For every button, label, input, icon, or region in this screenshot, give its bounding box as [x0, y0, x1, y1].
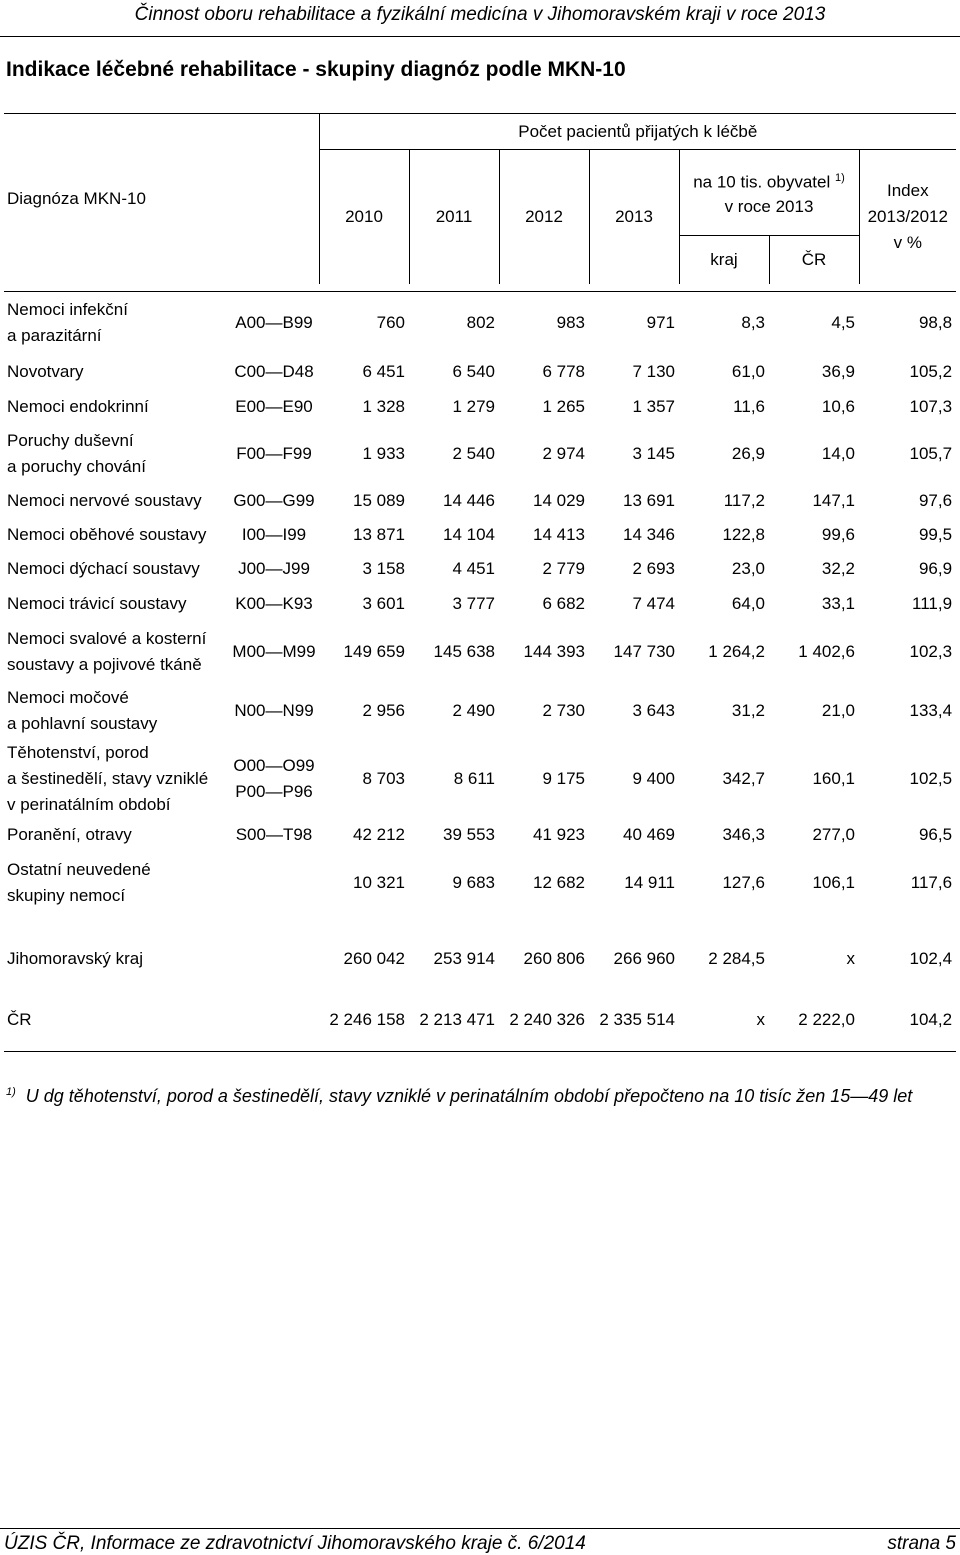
- diagnosis-code: [229, 354, 319, 390]
- table-body: [4, 292, 956, 1052]
- diagnosis-code: [229, 586, 319, 622]
- value-v2010: 10 321: [353, 872, 405, 892]
- value-kraj: 127,6: [722, 872, 765, 892]
- diagnosis-name: [4, 424, 229, 484]
- running-header: Činnost oboru rehabilitace a fyzikální medicína v Jihomoravském kraji v roce 2013: [0, 2, 960, 37]
- table-row: [4, 818, 956, 852]
- header-index-line2: 2013/2012: [867, 206, 948, 226]
- spacer-row: [4, 914, 956, 928]
- value-index: 111,9: [912, 593, 953, 613]
- value-v2013: 13 691: [623, 490, 675, 510]
- value-v2013: 7 474: [632, 593, 675, 613]
- value-v2010: 1 933: [362, 443, 405, 463]
- value-v2012: 983: [556, 312, 585, 332]
- value-v2012: 6 778: [542, 361, 585, 381]
- total-value-cr: x: [846, 948, 855, 968]
- diagnosis-name-line: Nemoci nervové soustavy: [7, 490, 202, 510]
- value-v2012: 2 730: [542, 700, 585, 720]
- diagnosis-code: [229, 852, 319, 914]
- value-v2013: 9 400: [632, 768, 675, 788]
- diagnosis-name-line: a šestinedělí, stavy vzniklé: [7, 768, 209, 788]
- diagnosis-code: [229, 740, 319, 818]
- value-v2010: 760: [376, 312, 405, 332]
- value-v2010: 149 659: [343, 641, 405, 661]
- total-value-v2012: 2 240 326: [499, 990, 589, 1052]
- total-value-v2011: 2 213 471: [409, 990, 499, 1052]
- diagnosis-code: [229, 552, 319, 586]
- diagnosis-name-line: Nemoci močové: [7, 687, 129, 707]
- header-index: [859, 150, 956, 284]
- diagnosis-name: [4, 622, 229, 682]
- diagnosis-name: [4, 518, 229, 552]
- diagnosis-code-line: K00—K93: [235, 593, 313, 613]
- total-row: [4, 990, 956, 1052]
- value-v2012: 9 175: [542, 768, 585, 788]
- table-row: [4, 552, 956, 586]
- table-row: [4, 390, 956, 424]
- header-year-2012: 2012: [499, 150, 589, 284]
- value-v2011: 3 777: [452, 593, 495, 613]
- diagnosis-name: [4, 484, 229, 518]
- value-index: 105,2: [909, 361, 953, 381]
- header-diagnosis: Diagnóza MKN-10: [4, 114, 229, 284]
- value-index: 105,7: [909, 443, 953, 463]
- value-v2013: 14 911: [624, 872, 675, 892]
- diagnosis-code: [229, 484, 319, 518]
- value-kraj: 31,2: [731, 700, 765, 720]
- total-name: ČR: [4, 990, 319, 1052]
- value-cr: 10,6: [821, 396, 855, 416]
- value-cr: 32,2: [821, 558, 855, 578]
- value-kraj: 23,0: [731, 558, 765, 578]
- diagnosis-name-line: Nemoci oběhové soustavy: [7, 524, 207, 544]
- diagnosis-code-line: S00—T98: [235, 824, 313, 844]
- diagnosis-code: [229, 622, 319, 682]
- diagnosis-name-line: v perinatálním období: [7, 794, 171, 814]
- footer-publication: ÚZIS ČR, Informace ze zdravotnictví Jihomoravského kraje č. 6/2014: [4, 1533, 586, 1554]
- diagnosis-name-line: skupiny nemocí: [7, 885, 126, 905]
- table-row: [4, 292, 956, 354]
- diagnosis-code-line: O00—O99: [233, 755, 315, 775]
- diagnosis-name-line: Poruchy duševní: [7, 430, 134, 450]
- value-v2012: 41 923: [533, 824, 585, 844]
- diagnosis-code-line: A00—B99: [235, 312, 313, 332]
- diagnosis-name-line: soustavy a pojivové tkáně: [7, 654, 202, 674]
- diagnosis-name: [4, 818, 229, 852]
- header-per-10k-line1: na 10 tis. obyvatel: [693, 172, 831, 192]
- header-code-spacer: [229, 114, 319, 284]
- diagnosis-name-line: Nemoci svalové a kosterní: [7, 628, 207, 648]
- value-v2012: 1 265: [542, 396, 585, 416]
- value-cr: 147,1: [812, 490, 855, 510]
- table-row: [4, 852, 956, 914]
- value-v2010: 1 328: [362, 396, 405, 416]
- diagnosis-name: [4, 292, 229, 354]
- diagnosis-name-line: a pohlavní soustavy: [7, 713, 158, 733]
- value-v2013: 2 693: [632, 558, 675, 578]
- diagnosis-name-line: Nemoci endokrinní: [7, 396, 149, 416]
- value-kraj: 11,6: [733, 396, 765, 416]
- total-row: [4, 928, 956, 990]
- value-v2011: 14 104: [443, 524, 495, 544]
- value-v2012: 144 393: [523, 641, 585, 661]
- diagnosis-name-line: Novotvary: [7, 361, 84, 381]
- value-index: 96,9: [918, 558, 953, 578]
- header-patient-count-group: Počet pacientů přijatých k léčbě: [319, 114, 956, 150]
- diagnosis-code-line: J00—J99: [238, 558, 310, 578]
- footnote: [6, 1086, 912, 1107]
- value-kraj: 122,8: [722, 524, 765, 544]
- page-footer: [0, 1528, 960, 1555]
- value-index: 102,5: [909, 768, 953, 788]
- diagnosis-name-line: Nemoci trávicí soustavy: [7, 593, 187, 613]
- value-kraj: 8,3: [741, 312, 765, 332]
- value-cr: 4,5: [831, 312, 855, 332]
- footer-page-number: strana 5: [887, 1533, 956, 1554]
- value-v2013: 14 346: [623, 524, 675, 544]
- header-divider: [4, 284, 956, 292]
- diagnosis-code-line: N00—N99: [234, 700, 314, 720]
- value-v2011: 145 638: [433, 641, 495, 661]
- value-cr: 277,0: [812, 824, 855, 844]
- diagnosis-name-line: a parazitární: [7, 325, 102, 345]
- diagnosis-name: [4, 852, 229, 914]
- value-v2013: 40 469: [623, 824, 675, 844]
- table-row: [4, 586, 956, 622]
- value-v2010: 3 601: [362, 593, 405, 613]
- value-v2011: 14 446: [443, 490, 495, 510]
- value-v2011: 6 540: [452, 361, 495, 381]
- value-kraj: 64,0: [731, 593, 765, 613]
- value-index: 97,6: [918, 490, 953, 510]
- total-value-index: 104,2: [859, 990, 956, 1052]
- header-cr: ČR: [769, 236, 859, 284]
- table-row: [4, 484, 956, 518]
- value-cr: 1 402,6: [798, 641, 855, 661]
- total-name: Jihomoravský kraj: [7, 948, 144, 968]
- value-index: 133,4: [909, 700, 953, 720]
- table-row: [4, 740, 956, 818]
- value-v2012: 14 029: [533, 490, 585, 510]
- header-year-2010: 2010: [319, 150, 409, 284]
- value-index: 96,5: [918, 824, 953, 844]
- value-kraj: 26,9: [731, 443, 765, 463]
- header-per-10k: [679, 150, 859, 236]
- value-v2011: 2 490: [452, 700, 495, 720]
- diagnosis-name: [4, 354, 229, 390]
- value-v2010: 42 212: [353, 824, 405, 844]
- value-v2011: 1 279: [452, 396, 495, 416]
- diagnosis-code-line: F00—F99: [236, 443, 312, 463]
- total-value-kraj: x: [679, 990, 769, 1052]
- value-cr: 99,6: [821, 524, 855, 544]
- total-value-v2013: 266 960: [613, 948, 675, 968]
- value-v2010: 2 956: [362, 700, 405, 720]
- footnote-text: U dg těhotenství, porod a šestinedělí, stavy vzniklé v perinatálním období přepočteno na 10 tisíc žen 15—49 let: [25, 1086, 913, 1106]
- value-kraj: 346,3: [722, 824, 765, 844]
- value-kraj: 117,2: [723, 490, 765, 510]
- header-per-10k-line2: v roce 2013: [724, 196, 814, 216]
- diagnosis-code: [229, 518, 319, 552]
- diagnosis-code: [229, 682, 319, 740]
- total-value-kraj: 2 284,5: [708, 948, 765, 968]
- value-v2011: 8 611: [453, 768, 495, 788]
- value-kraj: 1 264,2: [708, 641, 765, 661]
- table-row: [4, 622, 956, 682]
- value-v2012: 2 974: [542, 443, 585, 463]
- value-index: 102,3: [909, 641, 953, 661]
- diagnosis-name: [4, 682, 229, 740]
- diagnosis-name: [4, 552, 229, 586]
- value-v2011: 4 451: [452, 558, 495, 578]
- value-v2012: 12 682: [533, 872, 585, 892]
- value-v2010: 15 089: [353, 490, 405, 510]
- value-v2010: 8 703: [362, 768, 405, 788]
- value-kraj: 342,7: [722, 768, 765, 788]
- table-row: [4, 354, 956, 390]
- diagnosis-code-line: E00—E90: [235, 396, 313, 416]
- total-value-v2013: 2 335 514: [589, 990, 679, 1052]
- value-v2012: 2 779: [542, 558, 585, 578]
- value-v2011: 2 540: [452, 443, 495, 463]
- diagnosis-code-line: P00—P96: [235, 781, 313, 801]
- value-v2011: 9 683: [452, 872, 495, 892]
- value-v2013: 147 730: [613, 641, 675, 661]
- table-row: [4, 518, 956, 552]
- value-v2010: 13 871: [353, 524, 405, 544]
- diagnosis-code-line: I00—I99: [241, 524, 307, 544]
- value-cr: 14,0: [821, 443, 855, 463]
- value-index: 98,8: [918, 312, 953, 332]
- diagnosis-name-line: Ostatní neuvedené: [7, 859, 151, 879]
- value-v2011: 39 553: [443, 824, 495, 844]
- value-v2010: 6 451: [362, 361, 405, 381]
- header-year-2011: 2011: [409, 150, 499, 284]
- total-value-v2012: 260 806: [523, 948, 585, 968]
- value-v2012: 14 413: [533, 524, 585, 544]
- diagnosis-name: [4, 586, 229, 622]
- diagnosis-name-line: Těhotenství, porod: [7, 742, 149, 762]
- header-index-line1: Index: [886, 180, 929, 200]
- total-value-index: 102,4: [909, 948, 953, 968]
- total-value-v2010: 2 246 158: [319, 990, 409, 1052]
- diagnosis-code: [229, 424, 319, 484]
- value-v2013: 1 357: [632, 396, 675, 416]
- header-index-line3: v %: [893, 232, 922, 252]
- value-v2010: 3 158: [362, 558, 405, 578]
- value-cr: 160,1: [812, 768, 855, 788]
- header-year-2013: 2013: [589, 150, 679, 284]
- header-per-10k-sup: 1): [834, 172, 845, 185]
- value-v2013: 3 643: [632, 700, 675, 720]
- diagnosis-code-line: C00—D48: [234, 361, 314, 381]
- table-row: [4, 424, 956, 484]
- diagnosis-name-line: Poranění, otravy: [7, 824, 132, 844]
- diagnosis-name: [4, 740, 229, 818]
- diagnosis-name: [4, 390, 229, 424]
- diagnosis-code: [229, 292, 319, 354]
- value-v2012: 6 682: [542, 593, 585, 613]
- value-cr: 33,1: [821, 593, 855, 613]
- diagnosis-code-line: G00—G99: [233, 490, 315, 510]
- table-row: [4, 682, 956, 740]
- diagnosis-name-line: a poruchy chování: [7, 456, 146, 476]
- diagnosis-name-line: Nemoci dýchací soustavy: [7, 558, 200, 578]
- diagnosis-code-line: M00—M99: [232, 641, 316, 661]
- value-cr: 106,1: [812, 872, 855, 892]
- value-cr: 36,9: [821, 361, 855, 381]
- value-index: 117,6: [910, 872, 953, 892]
- total-value-v2010: 260 042: [343, 948, 405, 968]
- footnote-marker: 1): [6, 1086, 16, 1098]
- value-v2013: 971: [646, 312, 675, 332]
- header-kraj: kraj: [679, 236, 769, 284]
- value-cr: 21,0: [821, 700, 855, 720]
- value-v2013: 7 130: [632, 361, 675, 381]
- table-title: Indikace léčebné rehabilitace - skupiny diagnóz podle MKN-10: [6, 58, 626, 81]
- value-kraj: 61,0: [731, 361, 765, 381]
- value-index: 107,3: [909, 396, 953, 416]
- diagnosis-table: [4, 113, 956, 1052]
- total-value-v2011: 253 914: [433, 948, 495, 968]
- diagnosis-code: [229, 390, 319, 424]
- value-index: 99,5: [918, 524, 953, 544]
- value-v2013: 3 145: [632, 443, 675, 463]
- value-v2011: 802: [466, 312, 495, 332]
- diagnosis-name-line: Nemoci infekční: [7, 299, 128, 319]
- diagnosis-code: [229, 818, 319, 852]
- total-value-cr: 2 222,0: [769, 990, 859, 1052]
